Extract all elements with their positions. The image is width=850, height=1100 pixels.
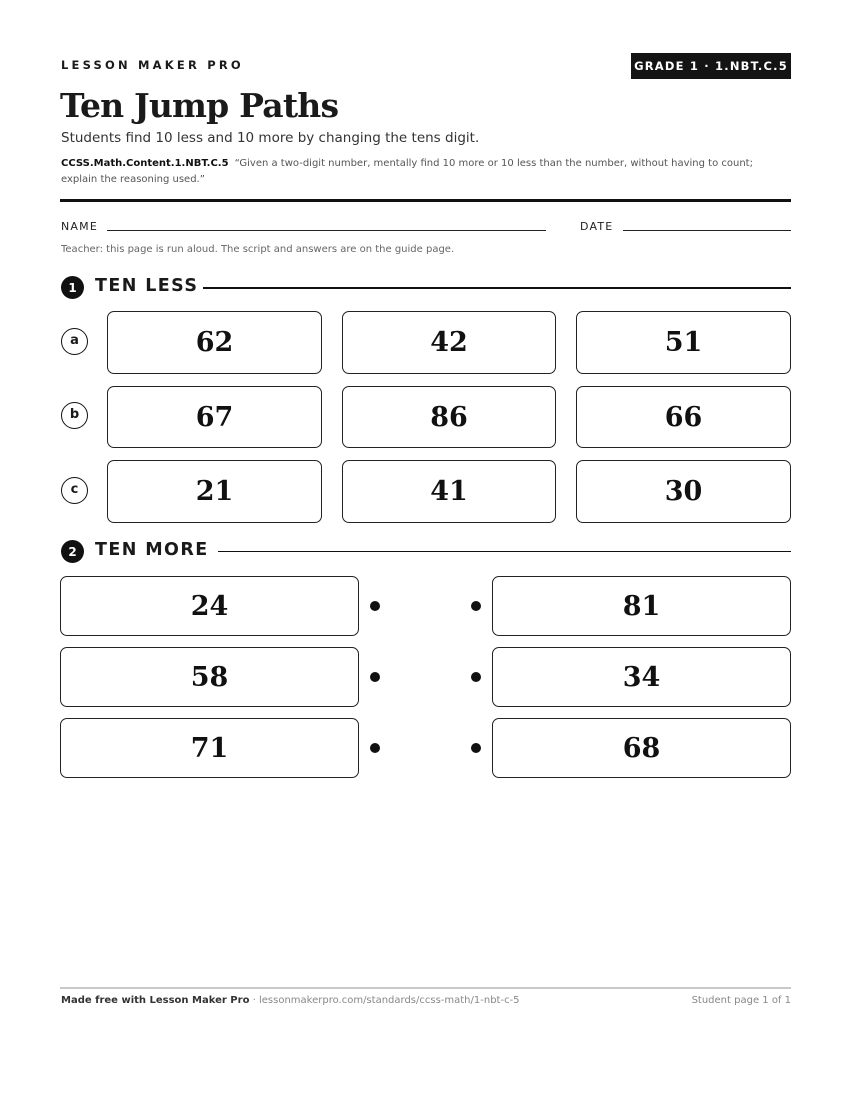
section-divider: [203, 287, 791, 289]
date-field[interactable]: [623, 230, 791, 231]
row-label-c: c: [61, 477, 88, 504]
name-label: NAME: [61, 220, 98, 233]
match-card-left[interactable]: 58: [60, 647, 359, 707]
match-dot-left[interactable]: [370, 601, 380, 611]
brand-name: LESSON MAKER PRO: [61, 58, 244, 72]
number-card[interactable]: 42: [342, 311, 556, 374]
number-card[interactable]: 21: [107, 460, 322, 523]
section-number-badge: 2: [61, 540, 84, 563]
teacher-note: Teacher: this page is run aloud. The script and answers are on the guide page.: [61, 244, 455, 255]
number-card[interactable]: 41: [342, 460, 556, 523]
number-card[interactable]: 51: [576, 311, 791, 374]
section-divider: [218, 551, 791, 552]
match-card-left[interactable]: 71: [60, 718, 359, 778]
match-dot-left[interactable]: [370, 743, 380, 753]
match-dot-left[interactable]: [370, 672, 380, 682]
number-card[interactable]: 67: [107, 386, 322, 448]
match-card-right[interactable]: 68: [492, 718, 791, 778]
row-label-b: b: [61, 402, 88, 429]
match-card-right[interactable]: 81: [492, 576, 791, 636]
standard-description: [61, 156, 791, 188]
number-card[interactable]: 30: [576, 460, 791, 523]
footer-credit: [61, 995, 520, 1006]
page-subtitle: Students find 10 less and 10 more by changing the tens digit.: [61, 130, 480, 146]
page-title: Ten Jump Paths: [60, 86, 339, 125]
grade-badge: GRADE 1 · 1.NBT.C.5: [631, 53, 791, 79]
footer-divider: [60, 987, 791, 989]
match-card-right[interactable]: 34: [492, 647, 791, 707]
match-dot-right[interactable]: [471, 601, 481, 611]
number-card[interactable]: 66: [576, 386, 791, 448]
name-field[interactable]: [107, 230, 546, 231]
number-card[interactable]: 62: [107, 311, 322, 374]
row-label-a: a: [61, 328, 88, 355]
date-label: DATE: [580, 220, 614, 233]
footer-url[interactable]: · lessonmakerpro.com/standards/ccss-math/1-nbt-c-5: [249, 995, 520, 1006]
footer-made-with: Made free with Lesson Maker Pro: [61, 995, 250, 1006]
match-dot-right[interactable]: [471, 743, 481, 753]
footer-page-number: Student page 1 of 1: [691, 995, 791, 1006]
match-card-left[interactable]: 24: [60, 576, 359, 636]
header-divider: [60, 199, 791, 202]
match-dot-right[interactable]: [471, 672, 481, 682]
section-number-badge: 1: [61, 276, 84, 299]
standard-text: “Given a two-digit number, mentally find 10 more or 10 less than the number, without having to count; explain the reasoning used.”: [61, 158, 753, 185]
section-title-ten-more: TEN MORE: [95, 540, 209, 560]
section-title-ten-less: TEN LESS: [95, 276, 199, 296]
standard-code: CCSS.Math.Content.1.NBT.C.5: [61, 158, 229, 169]
number-card[interactable]: 86: [342, 386, 556, 448]
